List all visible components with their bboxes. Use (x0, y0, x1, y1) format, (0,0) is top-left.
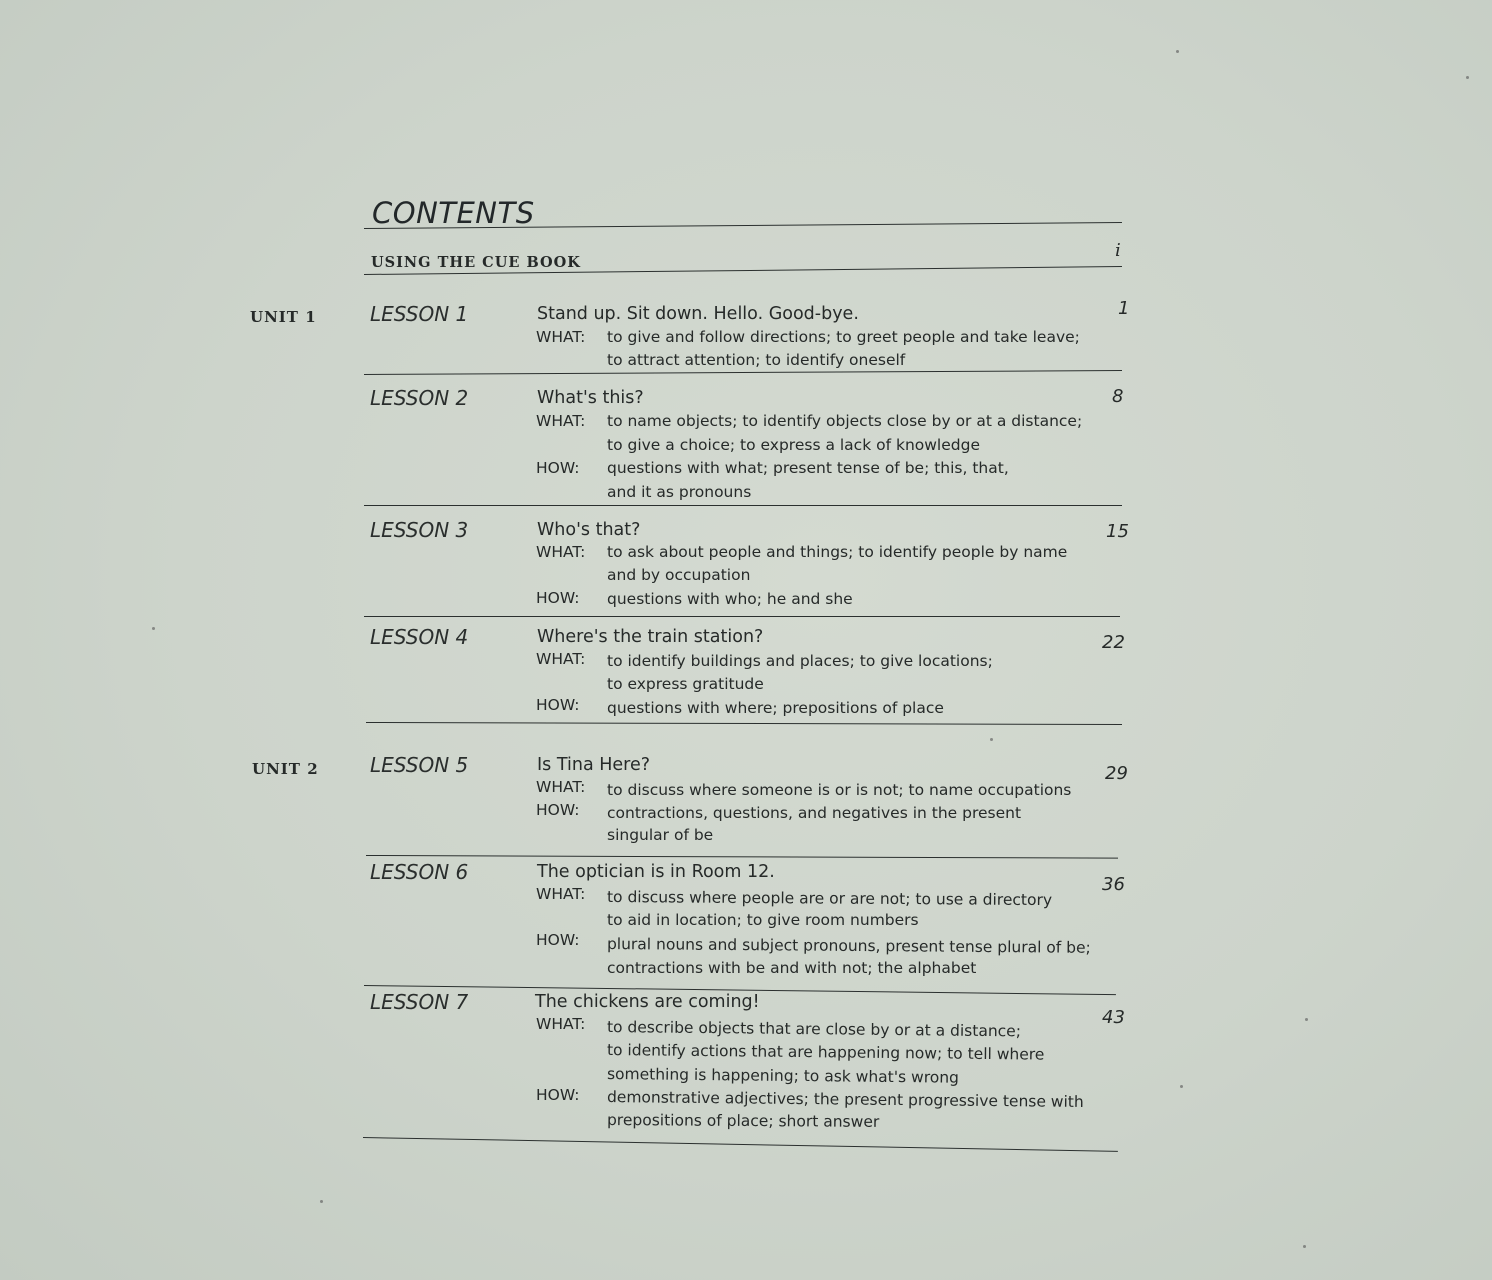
paper-speck (1180, 1085, 1183, 1088)
lesson-title: Stand up. Sit down. Hello. Good-bye. (537, 304, 859, 324)
how-text: singular of be (607, 826, 714, 844)
how-label: HOW: (536, 696, 580, 714)
lesson-page-number: 36 (1102, 874, 1125, 895)
lesson-title: Is Tina Here? (537, 755, 651, 775)
what-text: and by occupation (607, 566, 751, 584)
lesson-page-number: 22 (1102, 632, 1125, 653)
how-text: contractions, questions, and negatives in the present (607, 804, 1022, 822)
what-text: to discuss where people are or are not; to use a directory (606, 888, 1053, 910)
what-text: something is happening; to ask what's wrong (606, 1065, 960, 1087)
what-text: to discuss where someone is or is not; to name occupations (607, 781, 1072, 799)
lesson-page-number: 43 (1102, 1007, 1125, 1028)
how-text: prepositions of place; short answer (606, 1111, 880, 1131)
what-label: WHAT: (536, 1015, 586, 1033)
paper-speck (1466, 76, 1469, 79)
lesson-title: Where's the train station? (537, 627, 764, 647)
lesson-divider (364, 505, 1122, 506)
what-label: WHAT: (536, 650, 586, 668)
what-text: to describe objects that are close by or at a distance; (606, 1018, 1022, 1041)
cue-book-page: i (1115, 240, 1121, 261)
lesson-divider (366, 722, 1122, 725)
unit-2-label: UNIT 2 (252, 760, 319, 778)
paper-speck (320, 1200, 323, 1203)
lesson-title: The chickens are coming! (535, 992, 760, 1012)
what-text: to identify actions that are happening now; to tell where (606, 1041, 1045, 1064)
how-text: plural nouns and subject pronouns, present tense plural of be; (606, 935, 1091, 957)
lesson-name: LESSON 7 (370, 990, 469, 1014)
what-text: to identify buildings and places; to give locations; (607, 652, 993, 670)
lesson-page-number: 1 (1118, 298, 1130, 319)
what-label: WHAT: (536, 328, 586, 346)
what-text: to aid in location; to give room numbers (607, 911, 919, 929)
how-text: demonstrative adjectives; the present progressive tense with (606, 1088, 1084, 1111)
lesson-name: LESSON 5 (370, 753, 469, 777)
what-text: to name objects; to identify objects close by or at a distance; (607, 412, 1083, 430)
how-text: questions with where; prepositions of place (607, 699, 944, 717)
how-label: HOW: (536, 459, 580, 477)
what-text: to express gratitude (607, 675, 764, 693)
page-title: CONTENTS (372, 196, 535, 230)
lesson-divider (363, 1137, 1118, 1152)
lesson-name: LESSON 3 (370, 518, 469, 542)
lesson-divider (366, 855, 1118, 859)
what-label: WHAT: (536, 543, 586, 561)
what-label: WHAT: (536, 885, 586, 903)
lesson-title: Who's that? (537, 520, 641, 540)
lesson-divider (364, 370, 1122, 375)
how-text: contractions with be and with not; the alphabet (607, 959, 977, 977)
what-text: to give and follow directions; to greet people and take leave; (607, 328, 1080, 346)
paper-speck (1303, 1245, 1306, 1248)
lesson-name: LESSON 4 (370, 625, 469, 649)
how-label: HOW: (536, 801, 580, 819)
unit-1-label: UNIT 1 (250, 308, 317, 326)
what-text: to attract attention; to identify oneself (607, 351, 906, 369)
lesson-page-number: 8 (1112, 386, 1124, 407)
what-text: to ask about people and things; to identify people by name (607, 543, 1068, 561)
how-label: HOW: (536, 589, 580, 607)
how-text: and it as pronouns (607, 483, 752, 501)
what-text: to give a choice; to express a lack of knowledge (607, 436, 980, 454)
lesson-page-number: 29 (1105, 763, 1128, 784)
cue-book-label: USING THE CUE BOOK (371, 254, 581, 271)
how-label: HOW: (536, 931, 580, 949)
lesson-title: The optician is in Room 12. (537, 862, 775, 882)
lesson-page-number: 15 (1106, 521, 1129, 542)
lesson-name: LESSON 2 (370, 386, 469, 410)
paper-speck (152, 627, 155, 630)
lesson-title: What's this? (537, 388, 644, 408)
how-label: HOW: (536, 1086, 580, 1104)
what-label: WHAT: (536, 778, 586, 796)
how-text: questions with who; he and she (607, 590, 853, 608)
lesson-name: LESSON 6 (370, 860, 469, 884)
paper-speck (1305, 1018, 1308, 1021)
paper-speck (1176, 50, 1179, 53)
what-label: WHAT: (536, 412, 586, 430)
how-text: questions with what; present tense of be; this, that, (607, 459, 1009, 477)
paper-speck (990, 738, 993, 741)
lesson-divider (364, 616, 1120, 617)
lesson-name: LESSON 1 (370, 302, 469, 326)
